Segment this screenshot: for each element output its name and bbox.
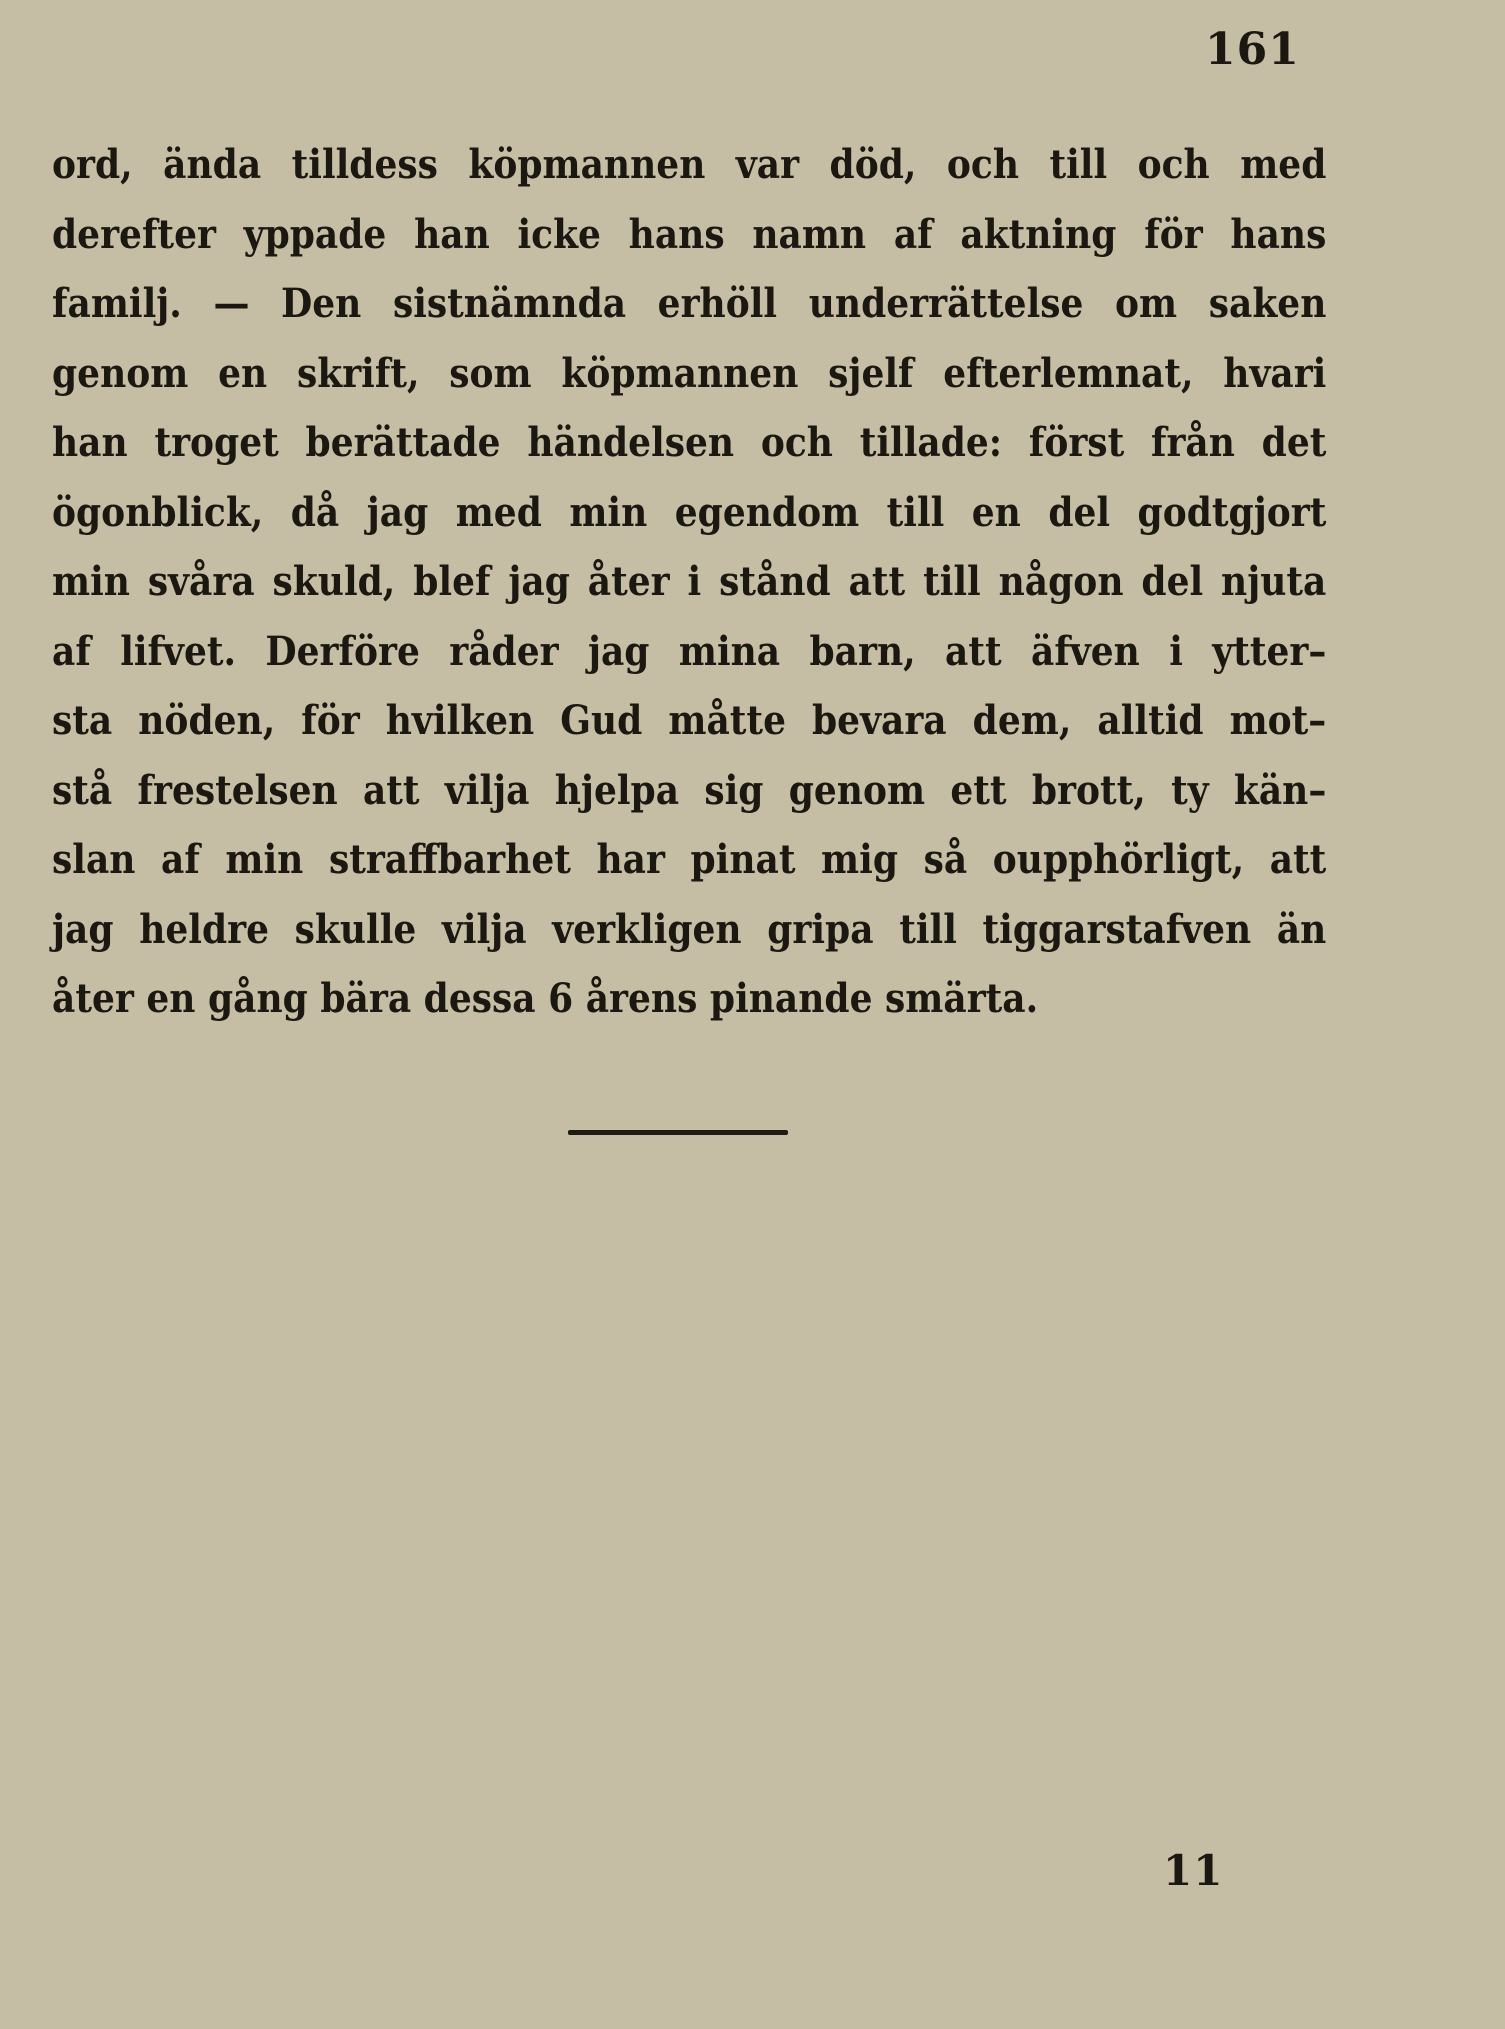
word: derefter (52, 210, 216, 258)
word: gripa (767, 905, 874, 953)
word: af (52, 627, 91, 675)
word: godtgjort (1137, 488, 1327, 536)
word: sig (704, 766, 764, 814)
word: köpmannen (468, 141, 706, 188)
word: var (735, 141, 800, 188)
word: stånd (719, 558, 831, 605)
word: ord, (52, 141, 133, 188)
word: stå (52, 766, 113, 814)
word: jag (587, 627, 650, 675)
word: hans (1230, 210, 1327, 258)
word: till (1049, 141, 1108, 188)
word: han (52, 419, 128, 466)
word: saken (1208, 280, 1327, 327)
word: vilja (441, 905, 527, 953)
word: blef (413, 558, 491, 605)
word: från (1150, 419, 1235, 466)
word: händelsen (527, 419, 735, 466)
word: så (923, 836, 968, 883)
text-line (52, 756, 1326, 826)
word: yppade (243, 210, 387, 258)
word: namn (752, 210, 867, 258)
word: med (455, 488, 542, 536)
word: lifvet. (120, 627, 237, 675)
word: berättade (305, 419, 501, 466)
word: och (946, 141, 1020, 188)
word: straffbarhet (328, 836, 571, 883)
word: det (1261, 419, 1327, 466)
word: någon (998, 558, 1124, 605)
word: — (213, 280, 250, 327)
word: för (301, 697, 360, 744)
word: för (1144, 210, 1203, 258)
word: död, (829, 141, 917, 188)
word: min (52, 558, 130, 605)
word: jag (366, 488, 429, 536)
word: hans (628, 210, 725, 258)
word: om (1115, 280, 1178, 327)
word: svåra (147, 558, 255, 605)
word: ty (1171, 766, 1209, 814)
word: njuta (1221, 558, 1327, 605)
word: hjelpa (554, 766, 680, 814)
word: frestelsen (137, 766, 338, 814)
word: sjelf (828, 349, 914, 397)
body-text (52, 130, 1327, 1034)
word: underrättelse (808, 280, 1084, 327)
text-line (52, 200, 1326, 270)
word: till (923, 558, 981, 605)
word: skrift, (296, 349, 420, 397)
text-line (52, 547, 1326, 617)
text-line (52, 686, 1326, 756)
text-line-last (52, 964, 1326, 1034)
word: oupphörligt, (992, 836, 1245, 883)
word: har (596, 836, 665, 883)
word: af (161, 836, 200, 883)
word: skulle (294, 905, 417, 953)
word: sistnämnda (392, 280, 627, 327)
word: med (1240, 141, 1327, 188)
text-line (52, 130, 1326, 200)
word: råder (449, 627, 559, 675)
word: än (1276, 905, 1327, 953)
word: mina (678, 627, 781, 675)
word: mig (821, 836, 898, 883)
word: åter (587, 558, 670, 605)
word: vilja (444, 766, 530, 814)
word: del (1048, 488, 1111, 536)
word: han (414, 210, 490, 258)
text-line (52, 478, 1326, 548)
section-end-rule (568, 1130, 788, 1135)
word: tiggarstafven (982, 905, 1252, 953)
word: del (1141, 558, 1204, 605)
word: en (971, 488, 1021, 536)
word: min (569, 488, 648, 536)
word: en (218, 349, 268, 397)
word: och (1137, 141, 1210, 188)
word: af (893, 210, 933, 258)
text-line (52, 825, 1326, 895)
word: dem, (972, 697, 1072, 744)
word: slan (52, 836, 136, 883)
text-line (52, 269, 1326, 339)
word: kän– (1233, 766, 1327, 814)
word: brott, (1031, 766, 1146, 814)
word: ett (950, 766, 1007, 814)
word: ända (163, 141, 262, 188)
word: då (290, 488, 340, 536)
text-line (52, 408, 1326, 478)
text-line (52, 339, 1326, 409)
word: hvari (1223, 349, 1327, 397)
page-number: 161 (1205, 24, 1300, 75)
word: verkligen (552, 905, 742, 953)
word: hvilken (385, 697, 535, 744)
word: nöden, (138, 697, 276, 744)
word: Den (281, 280, 362, 327)
word: genom (52, 349, 189, 397)
word: alltid (1097, 697, 1204, 744)
word: aktning (960, 210, 1117, 258)
word: efterlemnat, (943, 349, 1194, 397)
word: Gud (560, 697, 643, 744)
word: och (760, 419, 833, 466)
word: måtte (668, 697, 786, 744)
word: köpmannen (561, 349, 799, 397)
last-line-text: åter en gång bära dessa 6 årens pinande smärta. (52, 975, 1039, 1022)
word: Derföre (265, 627, 420, 675)
word: i (687, 558, 702, 605)
word: troget (154, 419, 279, 466)
word: att (1269, 836, 1327, 883)
word: tilldess (291, 141, 438, 188)
word: ytter– (1212, 627, 1327, 675)
word: till (886, 488, 945, 536)
word: mot– (1229, 697, 1327, 744)
word: bevara (812, 697, 947, 744)
word: genom (788, 766, 926, 814)
word: heldre (139, 905, 269, 953)
word: jag (52, 905, 114, 953)
word: att (848, 558, 906, 605)
word: skuld, (272, 558, 396, 605)
word: icke (517, 210, 601, 258)
text-line (52, 895, 1326, 965)
word: egendom (674, 488, 860, 536)
word: äfven (1031, 627, 1140, 675)
word: familj. (52, 280, 182, 327)
word: att (945, 627, 1002, 675)
word: sta (52, 697, 113, 744)
word: pinat (690, 836, 796, 883)
word: att (362, 766, 420, 814)
word: min (225, 836, 304, 883)
word: ögonblick, (52, 488, 264, 536)
word: tillade: (859, 419, 1003, 466)
word: barn, (809, 627, 916, 675)
word: i (1169, 627, 1183, 675)
word: erhöll (657, 280, 778, 327)
word: jag (508, 558, 570, 605)
word: till (899, 905, 957, 953)
signature-mark: 11 (1163, 1846, 1224, 1895)
text-line (52, 617, 1326, 687)
word: som (449, 349, 532, 397)
word: först (1028, 419, 1125, 466)
